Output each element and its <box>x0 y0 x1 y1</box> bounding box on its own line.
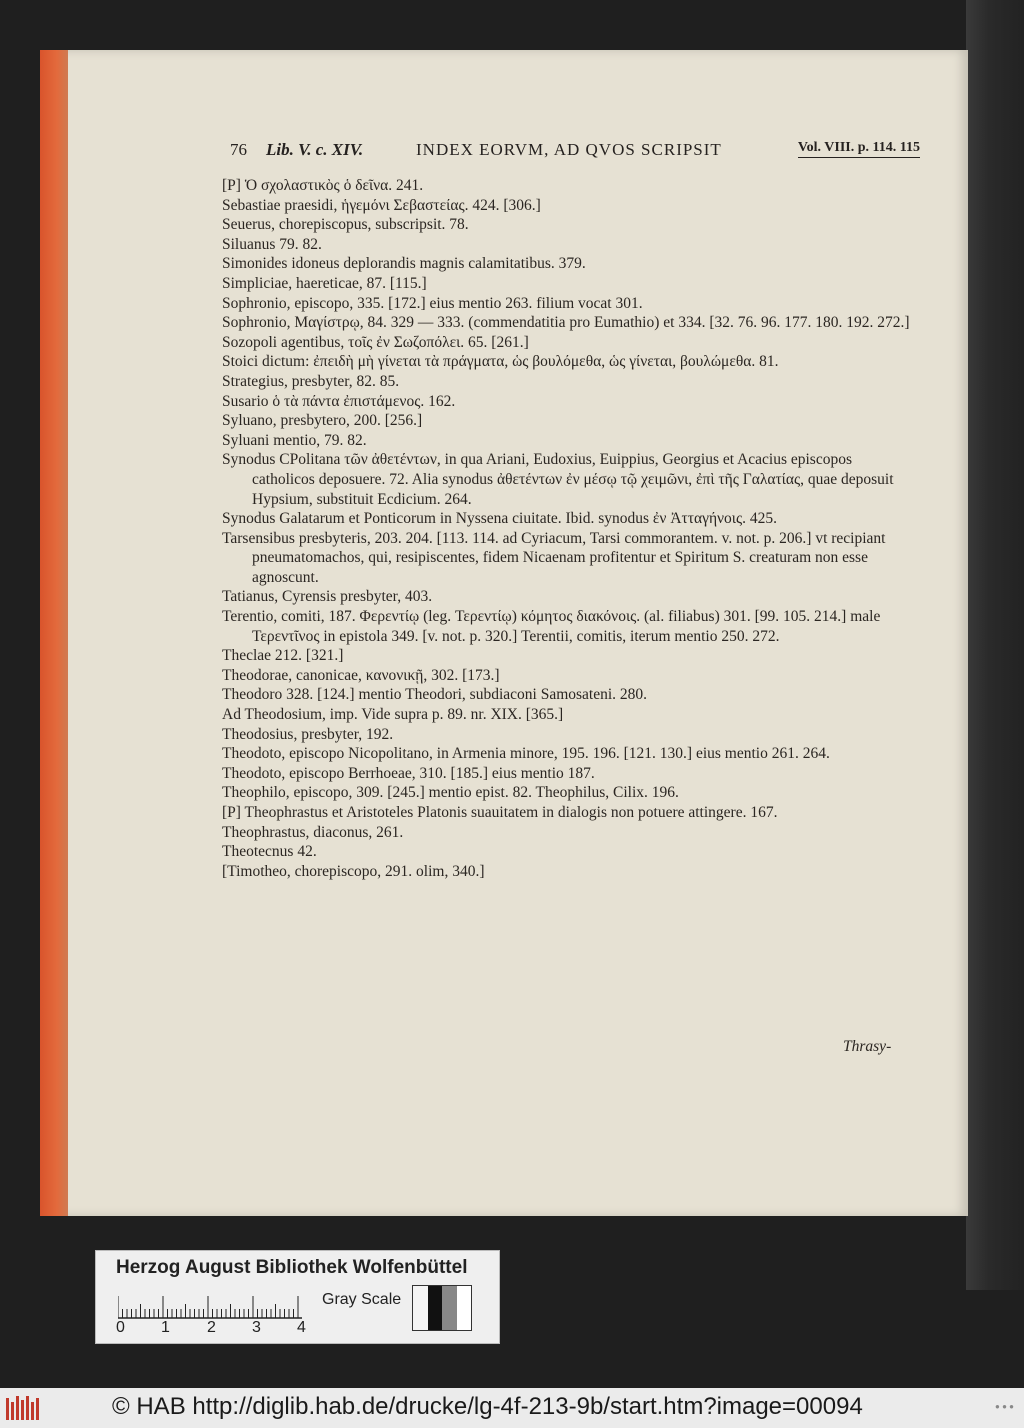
ruler-number: 0 <box>116 1319 125 1336</box>
volume-ref: Vol. VIII. p. 114. 115 <box>798 140 920 158</box>
index-entry: Theodoto, episcopo Berrhoeae, 310. [185.] eius mentio 187. <box>222 764 595 782</box>
index-entry: Theodosius, presbyter, 192. <box>222 725 394 743</box>
hab-logo-icon <box>4 1392 44 1424</box>
index-entry: Tatianus, Cyrensis presbyter, 403. <box>222 588 433 606</box>
catchword: Thrasy- <box>843 1038 892 1055</box>
index-entry: Stoici dictum: ἐπειδὴ μὴ γίνεται τὰ πράγματα, ὡς βουλόμεθα, ὡς γίνεται, βουλώμεθα. 81. <box>222 353 779 371</box>
index-entry: Sophronio, episcopo, 335. [172.] eius mentio 263. filium vocat 301. <box>222 294 643 312</box>
running-header <box>230 140 920 164</box>
index-entry: Simpliciae, haereticae, 87. [115.] <box>222 274 427 292</box>
book-chapter: Lib. V. c. XIV. <box>266 140 364 159</box>
page-number: 76 <box>230 140 247 159</box>
index-entry: Theclae 212. [321.] <box>222 647 344 665</box>
gray-scale-label: Gray Scale <box>322 1291 402 1308</box>
library-name: Herzog August Bibliothek Wolfenbüttel <box>116 1257 468 1278</box>
index-entry: [Timotheo, chorepiscopo, 291. olim, 340.] <box>222 862 485 880</box>
index-entry: Susario ὁ τὰ πάντα ἐπιστάμενος. 162. <box>222 392 456 410</box>
index-entry: Sebastiae praesidi, ἡγεμόνι Σεβαστείας. 424. [306.] <box>222 196 541 214</box>
footer-copyright-link[interactable]: © HAB http://diglib.hab.de/drucke/lg-4f-213-9b/start.htm?image=00094 <box>112 1393 863 1420</box>
index-entry: Syluano, presbytero, 200. [256.] <box>222 412 423 430</box>
index-entry: Theophilo, episcopo, 309. [245.] mentio epist. 82. Theophilus, Cilix. 196. <box>222 784 679 802</box>
index-entry: Strategius, presbyter, 82. 85. <box>222 372 400 390</box>
footer-bar <box>0 1388 1024 1428</box>
index-entry: Theodoro 328. [124.] mentio Theodori, subdiaconi Samosateni. 280. <box>222 686 648 704</box>
index-entry: [P] Ὁ σχολαστικὸς ὁ δεῖνα. 241. <box>222 177 424 194</box>
index-entry: Tarsensibus presbyteris, 203. 204. [113. 114. ad Cyriacum, Tarsi commorantem. v. not. p. 206.] vt recipiant pneumatomachos, qui, resipiscentes, fidem Nicaenam profitentur et Spiritum S. creaturam non esse agnoscunt. <box>222 529 886 586</box>
index-entries <box>222 176 912 881</box>
ruler-number: 3 <box>252 1319 261 1336</box>
index-entry: Theodorae, canonicae, κανονικῇ, 302. [173.] <box>222 666 500 684</box>
library-label <box>95 1250 500 1344</box>
index-entry: Seuerus, chorepiscopus, subscripsit. 78. <box>222 216 469 234</box>
index-entry: Terentio, comiti, 187. Φερεντίῳ (leg. Τερεντίῳ) κόμητος διακόνοις. (al. filiabus) 301. [99. 105. 214.] male Τερεντῖνος in epistola 349. [v. not. p. 320.] Terentii, comitis, iterum mentio 250. 272. <box>222 608 881 645</box>
index-entry: Sophronio, Μαγίστρῳ, 84. 329 — 333. (commendatitia pro Eumathio) et 334. [32. 76. 96. 177. 180. 192. 272.] <box>222 314 910 332</box>
index-entry: Sozopoli agentibus, τοῖς ἐν Σωζοπόλει. 65. [261.] <box>222 333 529 351</box>
gray-scale-swatch <box>412 1285 472 1331</box>
index-entry: Siluanus 79. 82. <box>222 235 322 253</box>
footer-dots: ● ● ● <box>995 1402 1014 1411</box>
index-entry: Synodus Galatarum et Ponticorum in Nyssena ciuitate. Ibid. synodus ἐν Ἀτταγήνοις. 425. <box>222 510 777 528</box>
index-entry: Synodus CPolitana τῶν ἀθετέντων, in qua Ariani, Eudoxius, Euippius, Georgius et Acacius episcopos catholicos deposuere. 72. Alia synodus ἀθετέντων ἐν μέσῳ τῷ χειμῶνι, ἐπὶ τῆς Γαλατίας, quae deposuit Hypsium, substituit Ecdicium. 264. <box>222 451 894 508</box>
page-edge <box>40 50 68 1216</box>
index-entry: Theophrastus, diaconus, 261. <box>222 823 404 841</box>
index-entry: Syluani mentio, 79. 82. <box>222 431 367 449</box>
index-entry: Ad Theodosium, imp. Vide supra p. 89. nr. XIX. [365.] <box>222 706 564 724</box>
index-entry: Simonides idoneus deplorandis magnis calamitatibus. 379. <box>222 255 586 273</box>
index-entry: Theotecnus 42. <box>222 843 317 861</box>
book-spine <box>966 0 1024 1290</box>
ruler-number: 4 <box>297 1319 306 1336</box>
index-title: INDEX EORVM, AD QVOS SCRIPSIT <box>416 140 722 159</box>
ruler-number: 2 <box>207 1319 216 1336</box>
ruler-number: 1 <box>161 1319 170 1336</box>
index-entry: [P] Theophrastus et Aristoteles Platonis suauitatem in dialogis non potuere attingere. 167. <box>222 804 778 821</box>
index-entry: Theodoto, episcopo Nicopolitano, in Armenia minore, 195. 196. [121. 130.] eius mentio 261. 264. <box>222 745 830 763</box>
scale-ruler <box>118 1293 302 1319</box>
